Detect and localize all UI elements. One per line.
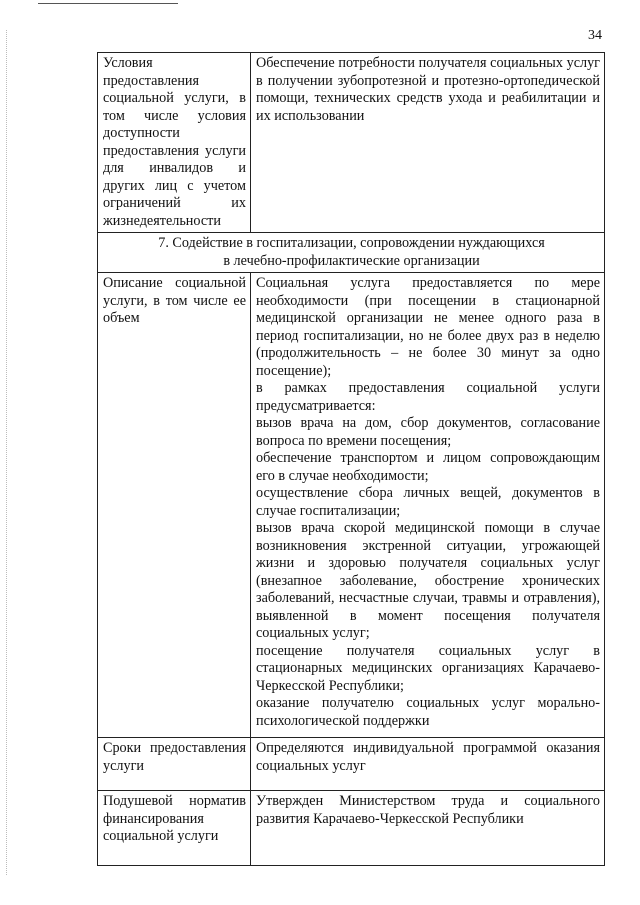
page-number: 34	[588, 28, 602, 43]
table-row-conditions	[98, 53, 605, 233]
row-value-terms	[251, 738, 605, 791]
value-paragraph: вызов врача на дом, сбор документов, согласование вопроса по времени посещения;	[256, 415, 600, 449]
row-value-conditions	[251, 53, 605, 233]
value-paragraph: оказание получателю социальных услуг морально-психологической поддержки	[256, 695, 600, 729]
value-paragraph: Обеспечение потребности получателя социальных услуг в получении зубопротезной и протезно-ортопедической помощи, технических средств ухода и реабилитации и их использовании	[256, 55, 600, 124]
section-heading	[98, 233, 605, 273]
section-header-row	[98, 233, 605, 273]
section-heading-line-2: в лечебно-профилактические организации	[223, 252, 480, 269]
row-value-funding	[251, 791, 605, 866]
value-paragraph: обеспечение транспортом и лицом сопровождающим его в случае необходимости;	[256, 450, 600, 484]
value-paragraph: посещение получателя социальных услуг в стационарных медицинских организациях Карачаево-Черкесской Республики;	[256, 642, 600, 694]
table-row-funding	[98, 791, 605, 866]
value-paragraph: Определяются индивидуальной программой оказания социальных услуг	[256, 740, 600, 774]
value-paragraph: вызов врача скорой медицинской помощи в случае возникновения экстренной ситуации, угрожающей жизни и здоровью получателя социальных услуг (внезапное заболевание, обострение хронических заболеваний, несчастные случаи, травмы и отравления), выявленной в момент посещения получателя социальных услуг;	[256, 520, 600, 641]
section-heading-line-1: 7. Содействие в госпитализации, сопровождении нуждающихся	[158, 235, 545, 251]
table-row-terms	[98, 738, 605, 791]
row-label-conditions: Условия предоставления социальной услуги, в том числе условия доступности предоставления услуги для инвалидов и других лиц с учетом ограничений их жизнедеятельности	[98, 53, 251, 233]
row-label-terms: Сроки предоставления услуги	[98, 738, 251, 791]
table-row-description	[98, 273, 605, 738]
value-paragraph: Социальная услуга предоставляется по мере необходимости (при посещении в стационарной медицинской организации не менее одного раза в период госпитализации, но не более двух раз в неделю (продолжительность – не более 30 минут за одно посещение);	[256, 275, 600, 379]
margin-binding-marks	[6, 30, 7, 875]
value-paragraph: в рамках предоставления социальной услуги предусматривается:	[256, 380, 600, 414]
top-rule	[38, 3, 178, 4]
row-label-description: Описание социальной услуги, в том числе ее объем	[98, 273, 251, 738]
row-value-description	[251, 273, 605, 738]
value-paragraph: Утвержден Министерством труда и социального развития Карачаево-Черкесской Республики	[256, 793, 600, 827]
value-paragraph: осуществление сбора личных вещей, документов в случае госпитализации;	[256, 485, 600, 519]
row-label-funding: Подушевой норматив финансирования социальной услуги	[98, 791, 251, 866]
service-table	[97, 52, 605, 866]
